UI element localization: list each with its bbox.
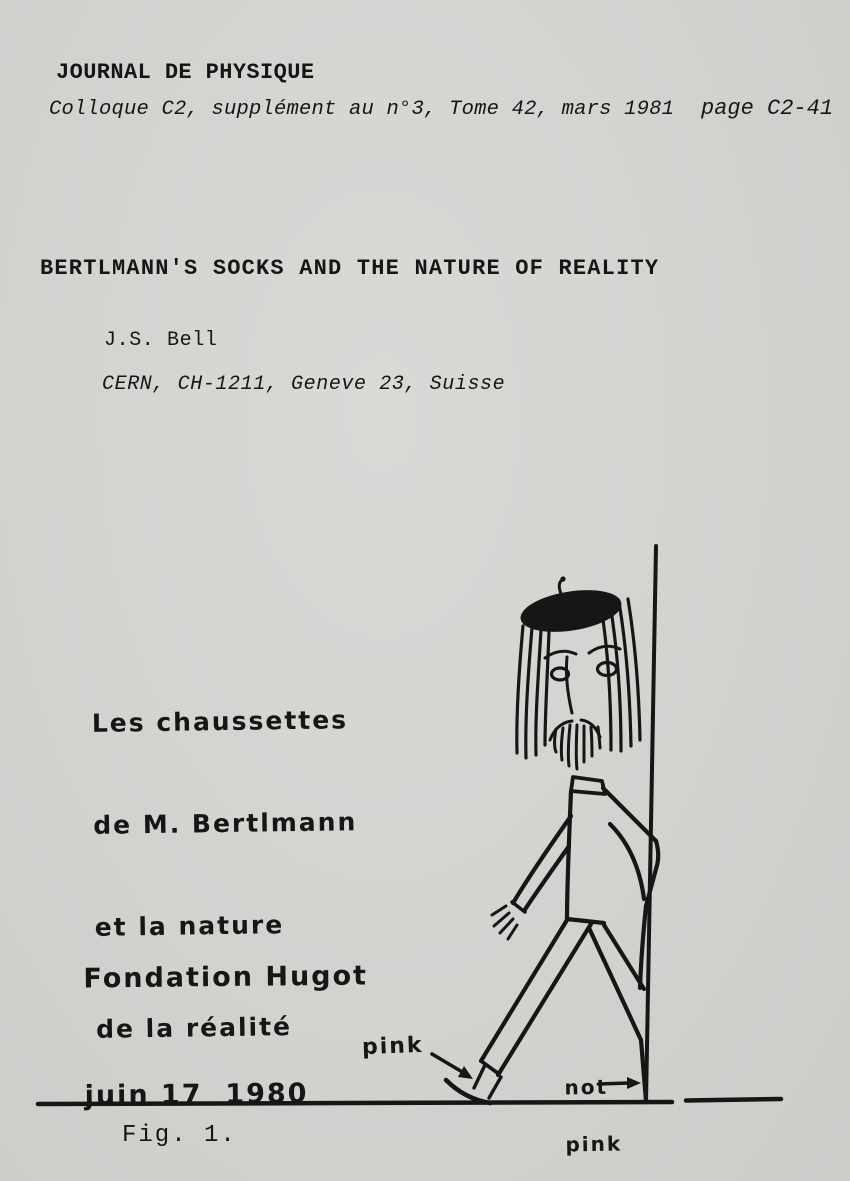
pink-label: pink xyxy=(361,1032,425,1061)
arm xyxy=(492,816,571,939)
hand-fingers xyxy=(492,906,517,939)
neck xyxy=(571,777,605,794)
pink-sock-arrow xyxy=(432,1054,473,1079)
nose xyxy=(566,657,572,713)
wall-edge-line xyxy=(646,546,656,1102)
beret-icon xyxy=(518,576,625,638)
handwritten-line: Fondation Hugot xyxy=(83,960,369,995)
handwritten-line: de la réalité xyxy=(95,1012,293,1044)
pink-sock xyxy=(474,1065,501,1098)
article-author: J.S. Bell xyxy=(104,329,218,352)
hair-left xyxy=(517,626,549,758)
handwritten-line: de M. Bertlmann xyxy=(93,807,358,840)
figure-caption: Fig. 1. xyxy=(122,1122,237,1149)
handwritten-line: et la nature xyxy=(94,910,285,942)
handwritten-line: Les chaussettes xyxy=(91,705,349,738)
article-affiliation: CERN, CH-1211, Geneve 23, Suisse xyxy=(102,373,506,396)
not-pink-label xyxy=(564,1040,623,1181)
man-drawing xyxy=(446,576,658,1103)
mustache-beard xyxy=(550,720,600,769)
issue-line: Colloque C2, supplément au n°3, Tome 42, mars 1981 xyxy=(49,98,675,121)
page-number: page C2-41 xyxy=(701,96,834,121)
handwritten-line: juin 17 1980 xyxy=(84,1078,309,1112)
handwritten-line: not xyxy=(564,1074,609,1100)
journal-name: JOURNAL DE PHYSIQUE xyxy=(56,60,315,85)
article-title: BERTLMANN'S SOCKS AND THE NATURE OF REALITY xyxy=(40,256,660,281)
jacket xyxy=(567,788,658,988)
shoe xyxy=(446,1080,490,1103)
handwritten-line: pink xyxy=(565,1131,623,1157)
